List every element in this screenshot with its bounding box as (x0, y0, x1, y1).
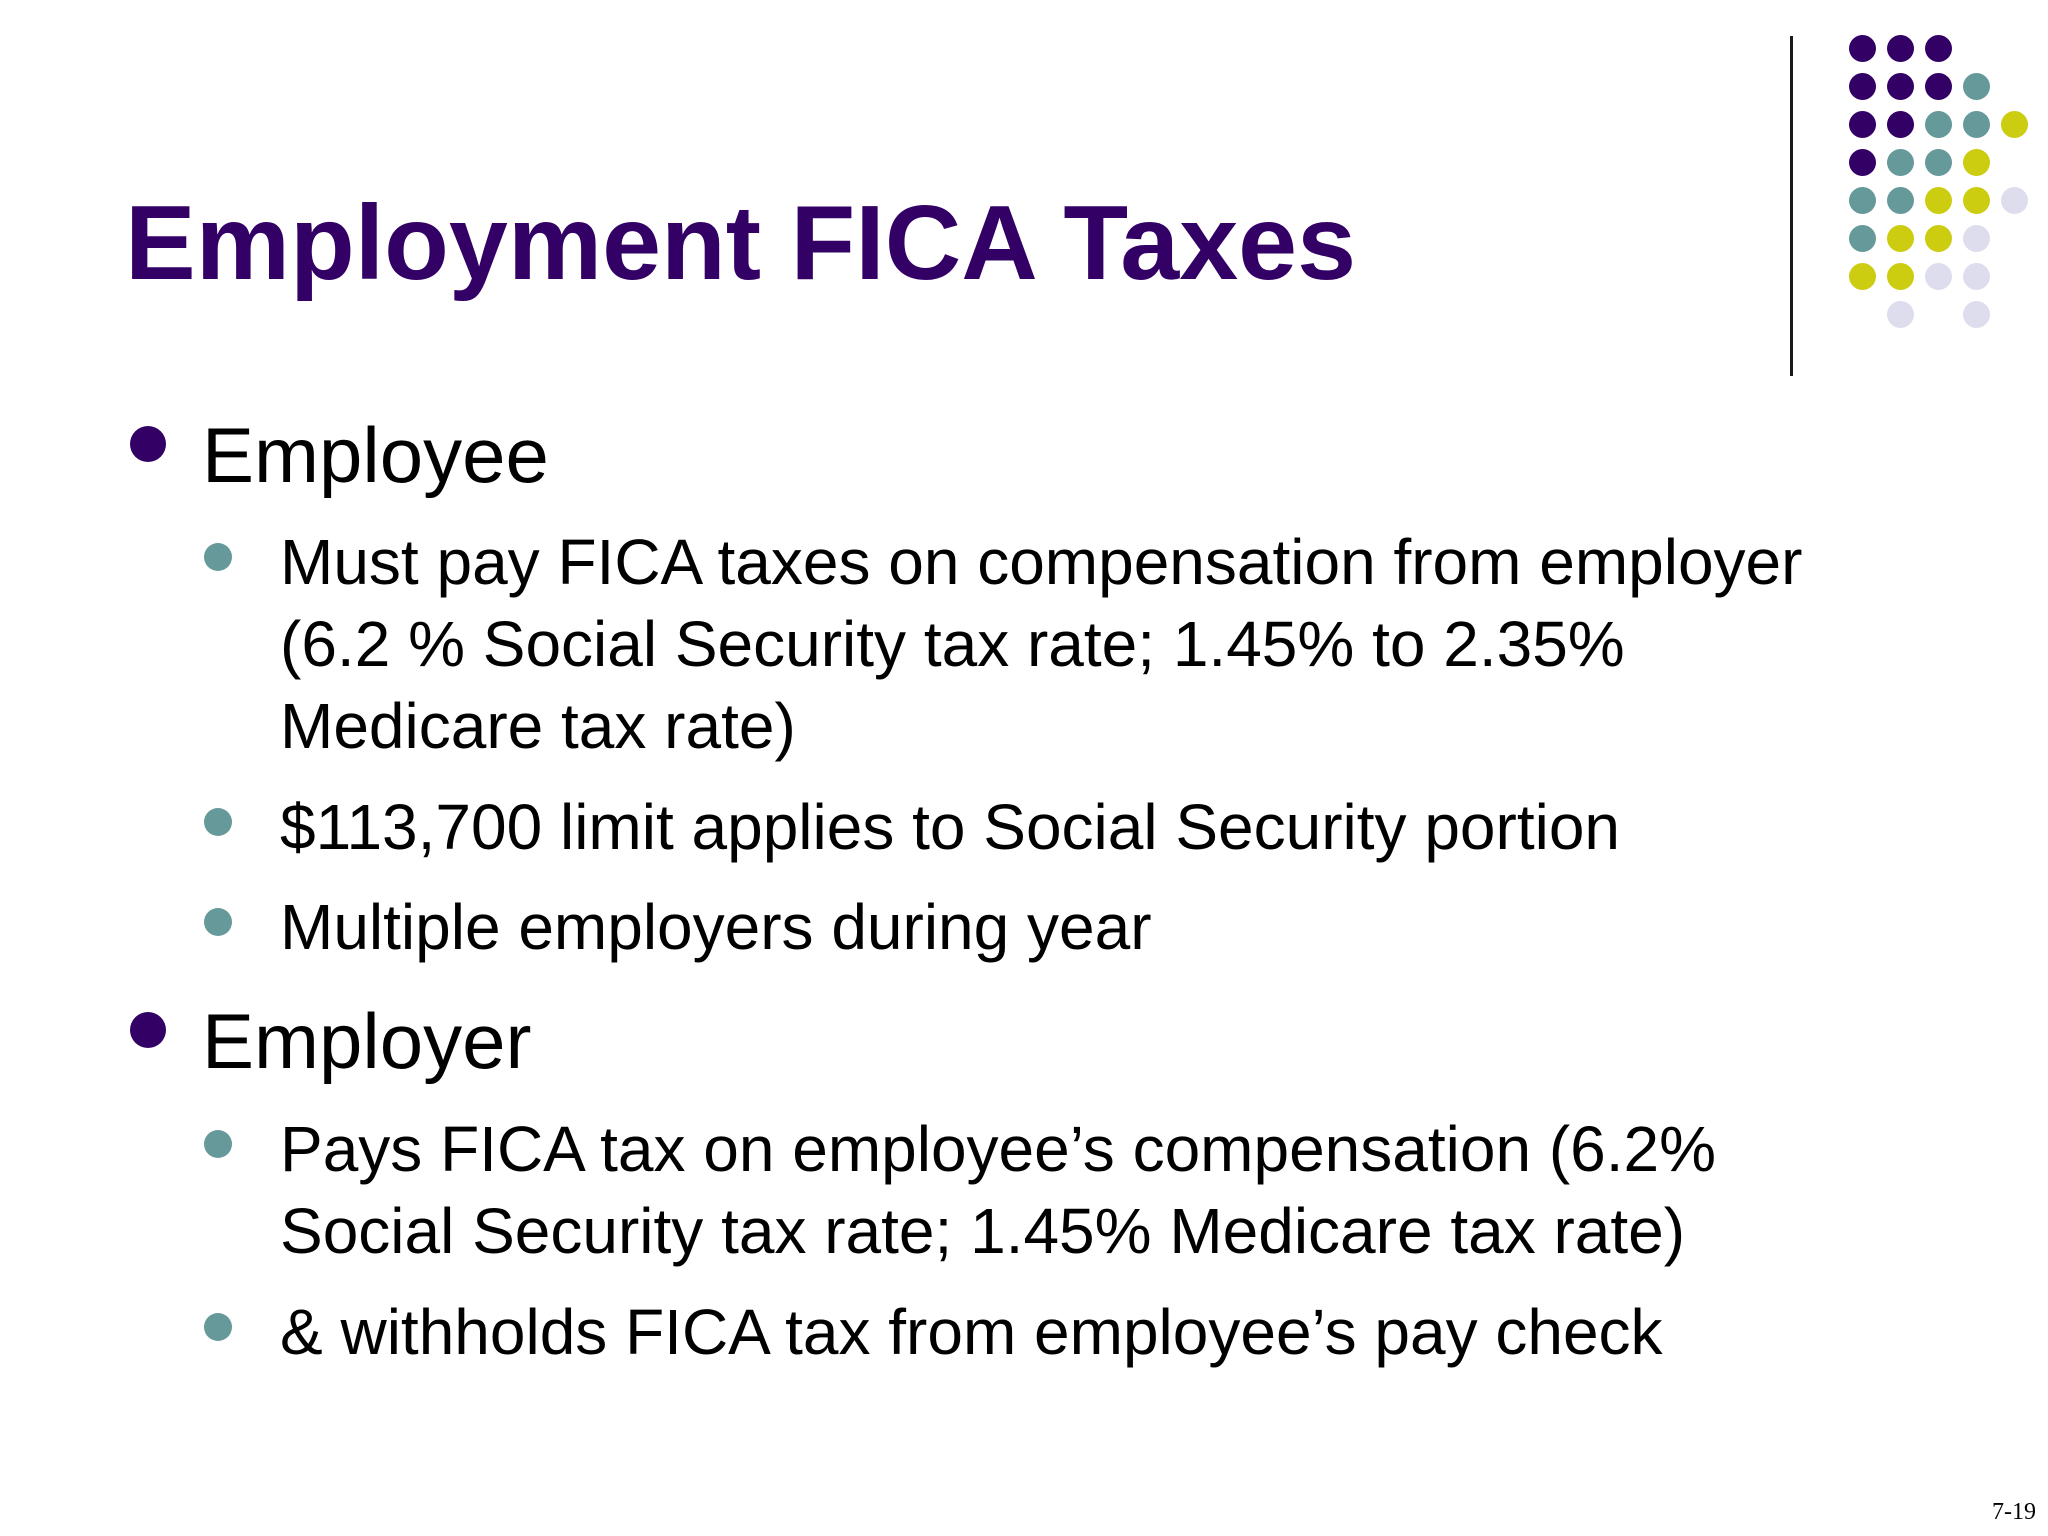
level2-bullet-icon (204, 908, 232, 936)
sub-bullet-line: Social Security tax rate; 1.45% Medicare tax rate) (280, 1195, 1686, 1267)
level2-bullet-icon (204, 1130, 232, 1158)
level2-bullet-icon (204, 543, 232, 571)
sub-bullet-pays-fica (280, 1108, 1920, 1272)
sub-bullet-line: $113,700 limit applies to Social Security portion (280, 791, 1620, 863)
slide-title: Employment FICA Taxes (125, 184, 1357, 302)
sub-bullet-withholds (280, 1291, 1920, 1373)
sub-bullet-line: Medicare tax rate) (280, 690, 796, 762)
bullet-employer: Employer (202, 997, 532, 1085)
sub-bullet-limit (280, 786, 1920, 868)
bullet-employee: Employee (202, 411, 549, 499)
level1-bullet-icon (130, 426, 166, 462)
sub-bullet-line: Pays FICA tax on employee’s compensation (6.2% (280, 1113, 1716, 1185)
slide-number: 7-19 (1992, 1499, 2036, 1525)
sub-bullet-multiple-employers (280, 886, 1920, 968)
sub-bullet-line: & withholds FICA tax from employee’s pay check (280, 1296, 1663, 1368)
sub-bullet-line: Multiple employers during year (280, 891, 1152, 963)
level1-bullet-icon (130, 1012, 166, 1048)
sub-bullet-line: (6.2 % Social Security tax rate; 1.45% to 2.35% (280, 608, 1625, 680)
level2-bullet-icon (204, 1313, 232, 1341)
sub-bullet-line: Must pay FICA taxes on compensation from employer (280, 526, 1803, 598)
level2-bullet-icon (204, 808, 232, 836)
sub-bullet-must-pay (280, 521, 1920, 767)
